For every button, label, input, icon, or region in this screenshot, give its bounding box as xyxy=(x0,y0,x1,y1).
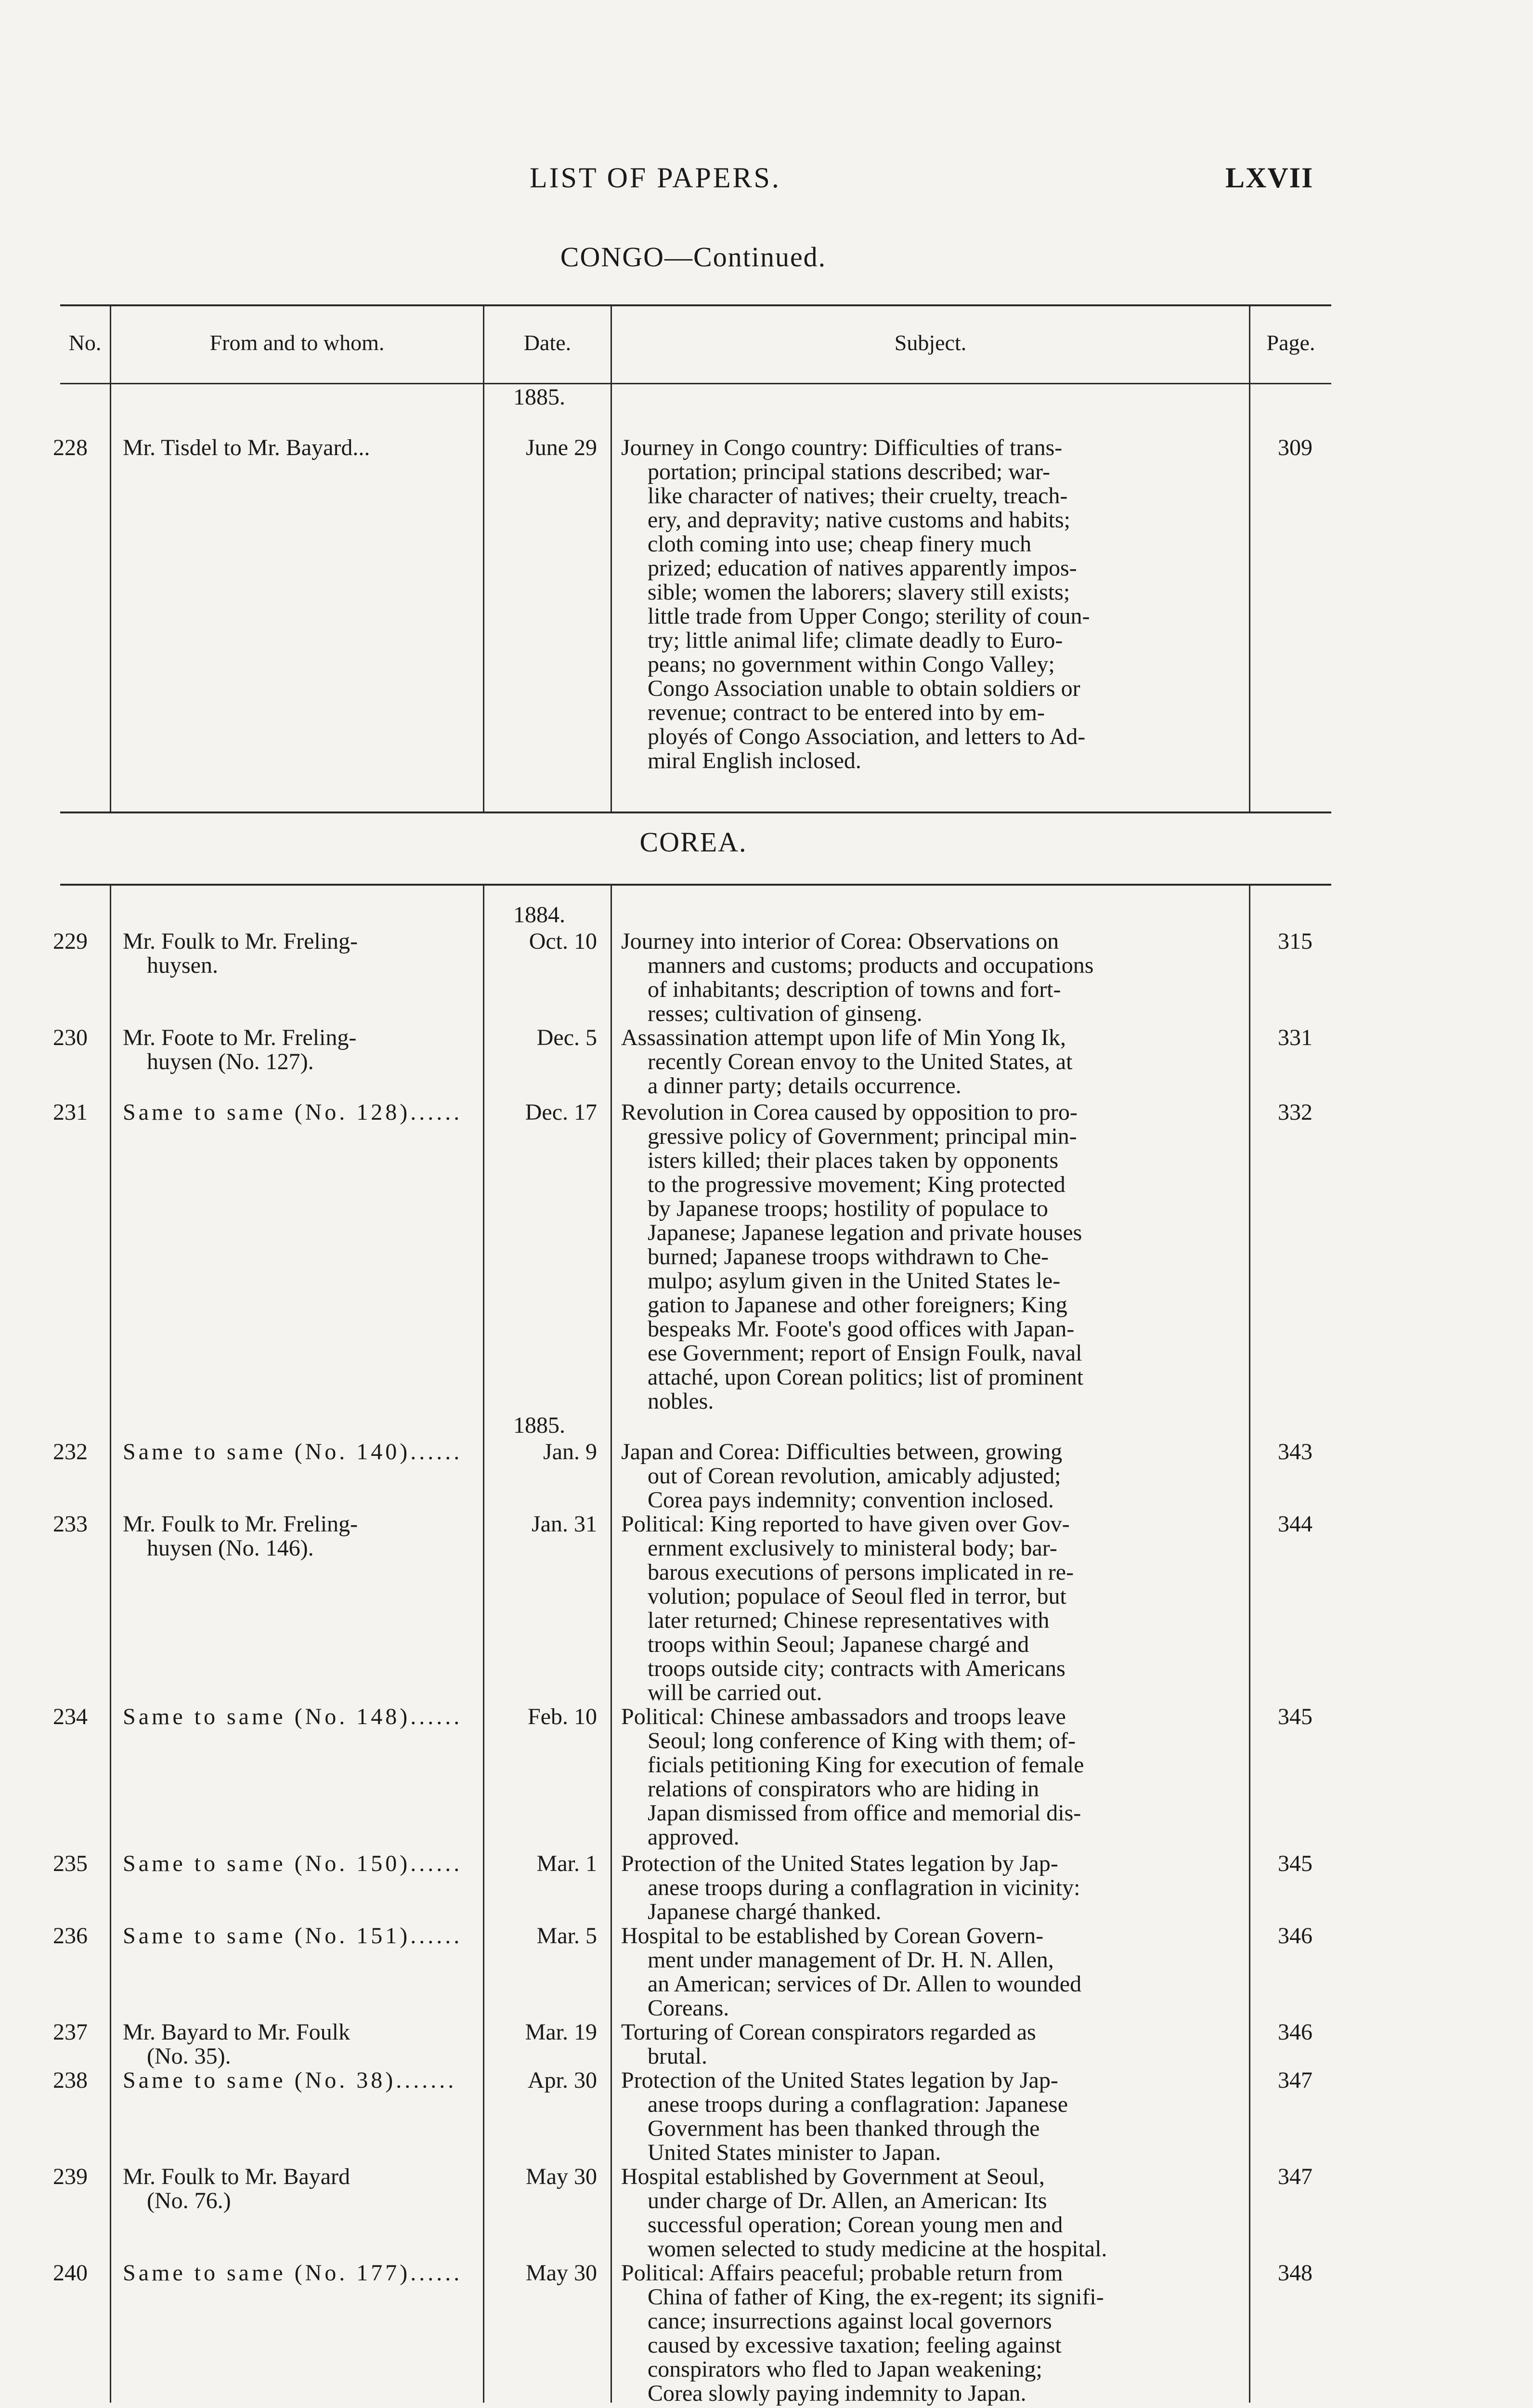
entry-subject xyxy=(621,1705,1235,1849)
entry-page: 345 xyxy=(1278,1704,1312,1729)
subject-line: Political: Affairs peaceful; probable return from xyxy=(621,2260,1063,2286)
entry-subject xyxy=(621,2020,1235,2068)
entry-from xyxy=(123,1852,469,1876)
subject-line: cloth coming into use; cheap finery much xyxy=(648,531,1032,557)
entry-page: 309 xyxy=(1278,435,1312,460)
entry-from-line: Same to same (No. 148)...... xyxy=(123,1704,463,1729)
subject-line: Congo Association unable to obtain soldiers or xyxy=(648,676,1080,701)
subject-line: ployés of Congo Association, and letters to Ad- xyxy=(648,724,1086,749)
entry-page: 345 xyxy=(1278,1851,1312,1876)
column-divider xyxy=(1249,886,1250,2403)
column-header-date: Date. xyxy=(523,330,572,355)
column-header-page: Page. xyxy=(1266,330,1315,355)
entry-subject xyxy=(621,929,1235,1026)
subject-line: manners and customs; products and occupations xyxy=(648,953,1094,978)
entry-number: 233 xyxy=(53,1511,88,1537)
entry-subject xyxy=(621,436,1235,773)
entry-subject xyxy=(621,2261,1235,2406)
column-divider xyxy=(110,306,111,811)
entry-date: Feb. 10 xyxy=(528,1704,597,1729)
subject-line: relations of conspirators who are hiding in xyxy=(648,1776,1039,1802)
entry-date: Jan. 31 xyxy=(532,1511,597,1537)
entry-date: Jan. 9 xyxy=(543,1439,597,1465)
subject-line: anese troops during a conflagration in vicinity: xyxy=(648,1875,1080,1900)
subject-line: an American; services of Dr. Allen to wounded xyxy=(648,1971,1082,1997)
entry-from-line: Same to same (No. 177)...... xyxy=(123,2260,463,2286)
entry-from-line: huysen (No. 127). xyxy=(147,1049,314,1074)
entry-page: 344 xyxy=(1278,1511,1312,1537)
subject-line: Japanese chargé thanked. xyxy=(648,1899,882,1924)
table-top-rule xyxy=(60,304,1331,306)
column-divider xyxy=(483,886,484,2403)
entry-subject xyxy=(621,2165,1235,2261)
entry-from-line: Mr. Bayard to Mr. Foulk xyxy=(123,2019,351,2045)
subject-line: Coreans. xyxy=(648,1995,729,2021)
column-divider xyxy=(110,886,111,2403)
subject-line: ery, and depravity; native customs and habits; xyxy=(648,507,1070,533)
entry-from-line: (No. 76.) xyxy=(147,2188,231,2213)
subject-line: women selected to study medicine at the hospital. xyxy=(648,2236,1107,2262)
entry-subject xyxy=(621,1440,1235,1512)
entry-from xyxy=(123,1512,469,1560)
subject-line: Japanese; Japanese legation and private houses xyxy=(648,1220,1082,1245)
subject-line: gressive policy of Government; principal min- xyxy=(648,1124,1077,1149)
subject-line: Journey in Congo country: Difficulties of trans- xyxy=(621,435,1063,460)
subject-line: Political: King reported to have given over Gov- xyxy=(621,1511,1070,1537)
subject-line: brutal. xyxy=(648,2043,707,2069)
subject-line: Government has been thanked through the xyxy=(648,2116,1040,2141)
entry-subject xyxy=(621,1100,1235,1413)
entry-from-line: Mr. Tisdel to Mr. Bayard... xyxy=(123,435,370,460)
entry-from-line: Same to same (No. 151)...... xyxy=(123,1923,463,1949)
subject-line: by Japanese troops; hostility of populace to xyxy=(648,1196,1048,1221)
subject-line: to the progressive movement; King protected xyxy=(648,1172,1065,1197)
entry-number: 229 xyxy=(53,929,88,954)
subject-line: a dinner party; details occurrence. xyxy=(648,1073,961,1099)
entry-date: Dec. 17 xyxy=(525,1099,597,1125)
entry-number: 234 xyxy=(53,1704,88,1729)
entry-page: 347 xyxy=(1278,2164,1312,2189)
column-divider xyxy=(1249,306,1250,811)
entry-from xyxy=(123,1100,469,1125)
subject-line: Hospital to be established by Corean Govern- xyxy=(621,1923,1044,1949)
entry-number: 230 xyxy=(53,1025,88,1050)
column-divider xyxy=(483,306,484,811)
entry-from-line: Same to same (No. 150)...... xyxy=(123,1851,463,1876)
subject-line: successful operation; Corean young men and xyxy=(648,2212,1063,2238)
subject-line: Corea slowly paying indemnity to Japan. xyxy=(648,2381,1026,2406)
column-header-no: No. xyxy=(68,330,102,355)
entry-page: 315 xyxy=(1278,929,1312,954)
entry-number: 235 xyxy=(53,1851,88,1876)
subject-line: caused by excessive taxation; feeling against xyxy=(648,2332,1062,2358)
subject-line: out of Corean revolution, amicably adjusted; xyxy=(648,1463,1061,1489)
subject-line: later returned; Chinese representatives with xyxy=(648,1608,1050,1633)
entry-number: 231 xyxy=(53,1099,88,1125)
entry-from xyxy=(123,1924,469,1948)
entry-from-line: (No. 35). xyxy=(147,2043,231,2069)
section-title-congo: CONGO—Continued. xyxy=(560,241,827,273)
subject-line: resses; cultivation of ginseng. xyxy=(648,1001,922,1026)
subject-line: burned; Japanese troops withdrawn to Che- xyxy=(648,1244,1049,1269)
entry-date: May 30 xyxy=(526,2260,597,2286)
subject-line: little trade from Upper Congo; sterility of coun- xyxy=(648,603,1090,629)
entry-number: 237 xyxy=(53,2019,88,2045)
entry-number: 239 xyxy=(53,2164,88,2189)
subject-line: cance; insurrections against local governors xyxy=(648,2308,1052,2334)
subject-line: volution; populace of Seoul fled in terror, but xyxy=(648,1584,1066,1609)
entry-number: 236 xyxy=(53,1923,88,1949)
entry-page: 347 xyxy=(1278,2068,1312,2093)
entry-from-line: Same to same (No. 128)...... xyxy=(123,1099,463,1125)
subject-line: of inhabitants; description of towns and fort- xyxy=(648,977,1061,1002)
subject-line: Torturing of Corean conspirators regarded as xyxy=(621,2019,1036,2045)
column-divider xyxy=(611,886,612,2403)
subject-line: troops within Seoul; Japanese chargé and xyxy=(648,1632,1029,1657)
entry-from xyxy=(123,436,469,460)
entry-from-line: huysen (No. 146). xyxy=(147,1535,314,1561)
entry-page: 332 xyxy=(1278,1099,1312,1125)
subject-line: Protection of the United States legation by Jap- xyxy=(621,1851,1058,1876)
subject-line: under charge of Dr. Allen, an American: Its xyxy=(648,2188,1047,2213)
subject-line: Protection of the United States legation by Jap- xyxy=(621,2068,1058,2093)
entry-date: Mar. 1 xyxy=(536,1851,597,1876)
page-number-roman: LXVII xyxy=(1225,162,1314,194)
entry-from xyxy=(123,1026,469,1074)
subject-line: barous executions of persons implicated in re- xyxy=(648,1559,1074,1585)
section-title-corea: COREA. xyxy=(639,826,747,858)
subject-line: try; little animal life; climate deadly to Euro- xyxy=(648,628,1063,653)
subject-line: peans; no government within Congo Valley; xyxy=(648,652,1055,677)
subject-line: ernment exclusively to ministeral body; bar- xyxy=(648,1535,1057,1561)
subject-line: attaché, upon Corean politics; list of prominent xyxy=(648,1364,1084,1390)
entry-date: May 30 xyxy=(526,2164,597,2189)
entry-number: 228 xyxy=(53,435,88,460)
entry-number: 238 xyxy=(53,2068,88,2093)
entry-from xyxy=(123,2261,469,2285)
entry-from xyxy=(123,1705,469,1729)
year-label: 1885. xyxy=(513,384,565,410)
entry-from-line: Mr. Foulk to Mr. Freling- xyxy=(123,929,358,954)
entry-date: Oct. 10 xyxy=(529,929,597,954)
subject-line: isters killed; their places taken by opponents xyxy=(648,1148,1059,1173)
entry-number: 232 xyxy=(53,1439,88,1465)
entry-date: June 29 xyxy=(526,435,597,460)
entry-page: 343 xyxy=(1278,1439,1312,1465)
subject-line: revenue; contract to be entered into by em- xyxy=(648,700,1045,725)
subject-line: troops outside city; contracts with Americans xyxy=(648,1656,1065,1681)
table-header-rule xyxy=(60,383,1331,384)
subject-line: China of father of King, the ex-regent; its signifi- xyxy=(648,2284,1104,2310)
entry-from xyxy=(123,1440,469,1464)
year-label: 1885. xyxy=(513,1413,565,1438)
entry-from xyxy=(123,2165,469,2213)
entry-from-line: huysen. xyxy=(147,953,218,978)
subject-line: conspirators who fled to Japan weakening; xyxy=(648,2356,1042,2382)
subject-line: ment under management of Dr. H. N. Allen, xyxy=(648,1947,1054,1973)
subject-line: Assassination attempt upon life of Min Yong Ik, xyxy=(621,1025,1066,1050)
entry-page: 348 xyxy=(1278,2260,1312,2286)
entry-date: Apr. 30 xyxy=(528,2068,597,2093)
subject-line: anese troops during a conflagration: Japanese xyxy=(648,2092,1068,2117)
subject-line: Revolution in Corea caused by opposition to pro- xyxy=(621,1099,1078,1125)
entry-from xyxy=(123,2020,469,2068)
entry-subject xyxy=(621,1924,1235,2020)
entry-from-line: Mr. Foote to Mr. Freling- xyxy=(123,1025,357,1050)
entry-subject xyxy=(621,1852,1235,1924)
subject-line: portation; principal stations described; war- xyxy=(648,459,1051,484)
subject-line: Japan and Corea: Difficulties between, growing xyxy=(621,1439,1063,1465)
entry-from-line: Same to same (No. 38)....... xyxy=(123,2068,457,2093)
entry-number: 240 xyxy=(53,2260,88,2286)
subject-line: miral English inclosed. xyxy=(648,748,861,773)
entry-from xyxy=(123,929,469,978)
entry-date: Mar. 19 xyxy=(525,2019,597,2045)
entry-from xyxy=(123,2068,469,2093)
subject-line: gation to Japanese and other foreigners; King xyxy=(648,1292,1067,1318)
table-top-rule xyxy=(60,884,1331,886)
subject-line: approved. xyxy=(648,1824,740,1850)
subject-line: ese Government; report of Ensign Foulk, naval xyxy=(648,1340,1082,1366)
subject-line: prized; education of natives apparently impos- xyxy=(648,555,1077,581)
subject-line: Hospital established by Government at Seoul, xyxy=(621,2164,1045,2189)
subject-line: will be carried out. xyxy=(648,1680,822,1705)
entry-page: 346 xyxy=(1278,2019,1312,2045)
entry-subject xyxy=(621,1026,1235,1098)
entry-subject xyxy=(621,1512,1235,1705)
subject-line: Corea pays indemnity; convention inclosed. xyxy=(648,1487,1054,1513)
entry-subject xyxy=(621,2068,1235,2165)
entry-page: 346 xyxy=(1278,1923,1312,1949)
entry-date: Mar. 5 xyxy=(536,1923,597,1949)
subject-line: recently Corean envoy to the United States, at xyxy=(648,1049,1073,1074)
entry-from-line: Mr. Foulk to Mr. Bayard xyxy=(123,2164,351,2189)
year-label: 1884. xyxy=(513,902,565,928)
subject-line: Journey into interior of Corea: Observations on xyxy=(621,929,1059,954)
subject-line: like character of natives; their cruelty, treach- xyxy=(648,483,1068,509)
column-header-subject: Subject. xyxy=(894,330,967,355)
subject-line: Japan dismissed from office and memorial dis- xyxy=(648,1800,1081,1826)
subject-line: sible; women the laborers; slavery still exists; xyxy=(648,579,1070,605)
entry-page: 331 xyxy=(1278,1025,1312,1050)
subject-line: United States minister to Japan. xyxy=(648,2140,941,2165)
column-divider xyxy=(611,306,612,811)
entry-from-line: Mr. Foulk to Mr. Freling- xyxy=(123,1511,358,1537)
subject-line: bespeaks Mr. Foote's good offices with Japan- xyxy=(648,1316,1075,1342)
entry-from-line: Same to same (No. 140)...... xyxy=(123,1439,463,1465)
subject-line: nobles. xyxy=(648,1388,714,1414)
table-bottom-rule xyxy=(60,811,1331,813)
subject-line: ficials petitioning King for execution of female xyxy=(648,1752,1084,1778)
subject-line: Political: Chinese ambassadors and troops leave xyxy=(621,1704,1066,1729)
subject-line: Seoul; long conference of King with them; of- xyxy=(648,1728,1076,1754)
running-title: LIST OF PAPERS. xyxy=(530,162,781,194)
subject-line: mulpo; asylum given in the United States le- xyxy=(648,1268,1061,1294)
entry-date: Dec. 5 xyxy=(536,1025,597,1050)
column-header-from: From and to whom. xyxy=(209,330,385,355)
